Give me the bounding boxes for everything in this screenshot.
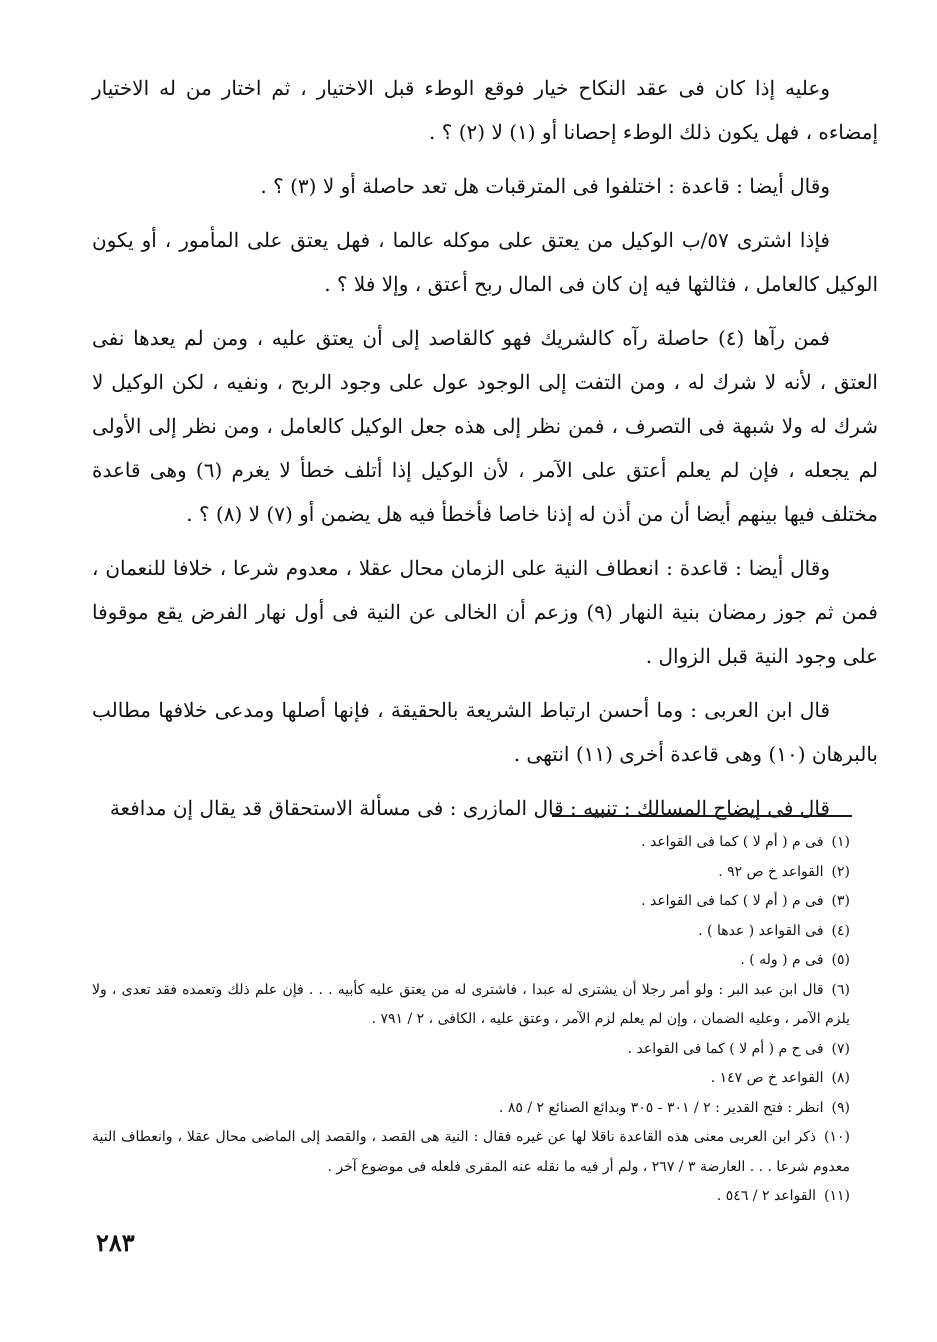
footnote bbox=[92, 1182, 850, 1212]
footnote-text: القواعد ٢ / ٥٤٦ . bbox=[716, 1188, 817, 1204]
footnote bbox=[92, 1064, 850, 1094]
paragraph: قال ابن العربى : وما أحسن ارتباط الشريعة بالحقيقة ، فإنها أصلها ومدعى خلافها مطالب بالبرهان (١٠) وهى قاعدة أخرى (١١) انتهى . bbox=[92, 698, 878, 766]
paragraph: قال فى إيضاح المسالك : تنبيه : قال المازرى : فى مسألة الاستحقاق قد يقال إن مدافعة bbox=[109, 796, 830, 820]
footnote bbox=[92, 828, 850, 858]
footnote-text: فى القواعد ( عدها ) . bbox=[698, 922, 824, 939]
footnote-text: انظر : فتح القدير : ٢ / ٣٠١ - ٣٠٥ وبدائع الصنائع ٢ / ٨٥ . bbox=[498, 1099, 824, 1116]
paragraph: وقال أيضا : قاعدة : اختلفوا فى المترقبات هل تعد حاصلة أو لا (٣) ؟ . bbox=[260, 174, 830, 198]
footnote bbox=[92, 858, 850, 888]
footnote-text: القواعد خ ص ٩٢ . bbox=[718, 863, 824, 880]
footnote-text: فى م ( أم لا ) كما فى القواعد . bbox=[641, 893, 824, 909]
footnote-text: فى م ( أم لا ) كما فى القواعد . bbox=[641, 834, 824, 850]
footnote-number: (٥) bbox=[831, 952, 850, 968]
footnote-divider bbox=[552, 815, 852, 817]
footnote-number: (١) bbox=[831, 834, 850, 850]
footnote bbox=[92, 976, 850, 1035]
footnote-number: (٩) bbox=[831, 1099, 850, 1116]
footnote bbox=[92, 946, 850, 976]
main-text bbox=[92, 66, 878, 840]
paragraph: وقال أيضا : قاعدة : انعطاف النية على الزمان محال عقلا ، معدوم شرعا ، خلافا للنعمان ، فمن ثم جوز رمضان بنية النهار (٩) وزعم أن الخالى عن النية فى أول نهار الفرض يقع موقوفا على وجود النية قبل الزوال . bbox=[92, 556, 878, 668]
paragraph: فإذا اشترى ٥٧/ب الوكيل من يعتق على موكله عالما ، فهل يعتق على المأمور ، أو يكون الوكيل كالعامل ، فثالثها فيه إن كان فى المال ربح أعتق ، وإلا فلا ؟ . bbox=[92, 228, 878, 296]
footnote-text: ذكر ابن العربى معنى هذه القاعدة ناقلا لها عن غيره فقال : النية هى القصد ، والقصد إلى الماضى محال عقلا ، وانعطاف النية معدوم شرعا . . . العارضة ٣ / ٢٦٧ ، ولم أر فيه ما نقله عنه المقرى فلعله فى موضوع آخر . bbox=[92, 1129, 850, 1175]
footnote-text: فى ح م ( أم لا ) كما فى القواعد . bbox=[627, 1040, 824, 1057]
footnote-text: قال ابن عبد البر : ولو أمر رجلا أن يشترى له عبدا ، فاشترى له من يعتق عليه كأبيه . . . فإن علم ذلك وتعمده فقد تعدى ، ولا يلزم الآمر ، وعليه الضمان ، وإن لم يعلم لزم الآمر ، وعتق عليه ، الكافى ، ٢ / ٧٩١ . bbox=[92, 981, 850, 1027]
footnote-number: (١١) bbox=[824, 1188, 850, 1204]
footnote-number: (٧) bbox=[831, 1040, 850, 1057]
footnote-number: (٣) bbox=[831, 893, 850, 909]
footnote-number: (٤) bbox=[831, 922, 850, 939]
footnote-number: (١٠) bbox=[824, 1129, 850, 1145]
footnote bbox=[92, 887, 850, 917]
footnote bbox=[92, 1035, 850, 1065]
footnote-number: (٢) bbox=[831, 863, 850, 880]
paragraph: فمن رآها (٤) حاصلة رآه كالشريك فهو كالقاصد إلى أن يعتق عليه ، ومن لم يعدها نفى العتق ، لأنه لا شرك له ، ومن التفت إلى الوجود عول على وجود الربح ، ونفيه ، لكن الوكيل لا شرك له ولا شبهة فى التصرف ، فمن نظر إلى هذه جعل الوكيل كالعامل ، ومن نظر إلى الأولى لم يجعله ، فإن لم يعلم أعتق على الآمر ، لأن الوكيل إذا أتلف خطأ لا يغرم (٦) وهى قاعدة مختلف فيها بينهم أيضا أن من أذن له إذنا خاصا فأخطأ فيه هل يضمن أو (٧) لا (٨) ؟ . bbox=[92, 326, 878, 526]
paragraph: وعليه إذا كان فى عقد النكاح خيار فوقع الوطء قبل الاختيار ، ثم اختار من له الاختيار إمضاءه ، فهل يكون ذلك الوطء إحصانا أو (١) لا (٢) ؟ . bbox=[92, 76, 878, 144]
footnotes bbox=[92, 828, 850, 1212]
footnote-number: (٦) bbox=[831, 981, 850, 998]
footnote-number: (٨) bbox=[831, 1070, 850, 1086]
footnote bbox=[92, 1123, 850, 1182]
footnote-text: القواعد خ ص ١٤٧ . bbox=[710, 1070, 824, 1086]
footnote bbox=[92, 1094, 850, 1124]
footnote bbox=[92, 917, 850, 947]
page-number: ٢٨٣ bbox=[96, 1228, 135, 1257]
footnote-text: فى م ( وله ) . bbox=[740, 952, 824, 968]
